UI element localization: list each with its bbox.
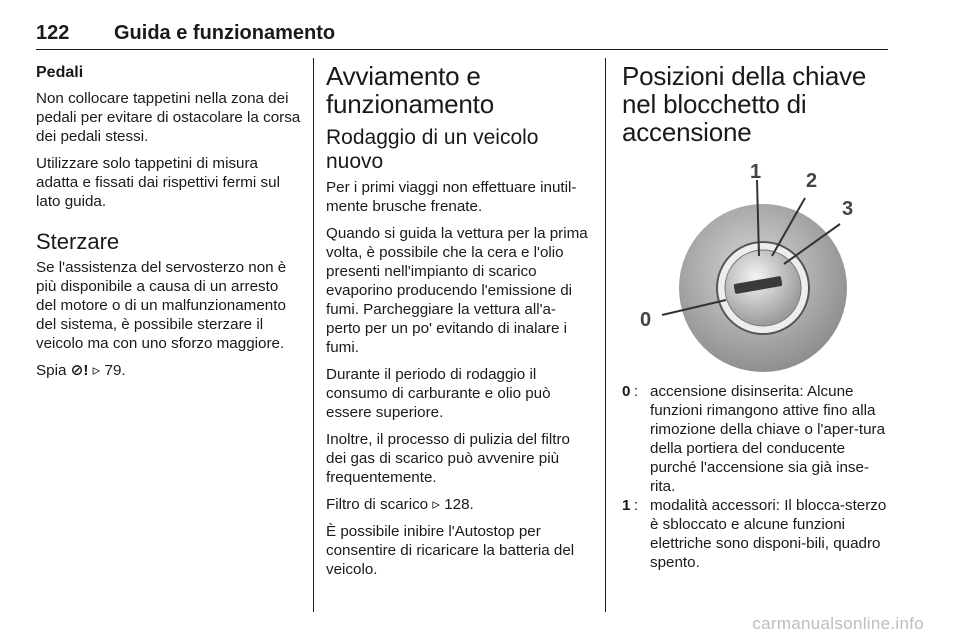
key-position-legend: [622, 382, 888, 572]
column-divider-2: [605, 58, 606, 612]
position-label-0: 0: [640, 309, 652, 331]
rodaggio-paragraph-2: Quando si guida la vettura per la prima volta, è possibile che la cera e l'olio presenti nell'impianto di scarico evaporino producendo l'emissione di fumi. Parcheggiare la vettura all'a-perto per un po' evitando di inalare i fumi.: [326, 225, 588, 356]
spia-text: Spia: [36, 362, 67, 379]
sterzare-paragraph: Se l'assistenza del servosterzo non è più disponibile a causa di un arresto del motore o di un malfunzionamento del sistema, è possibile sterzare il veicolo ma con uno sforzo maggiore.: [36, 259, 287, 352]
legend-number: 0: [622, 383, 631, 400]
legend-text: modalità accessori: Il blocca-sterzo è sbloccato e alcune funzioni elettriche sono disponi-bili, quadro spento.: [650, 497, 887, 571]
legend-number: 1: [622, 497, 631, 514]
filtro-reference: [326, 495, 590, 514]
page-ref-arrow-icon: ▹: [92, 362, 101, 379]
pedali-heading: Pedali: [36, 64, 84, 81]
header-divider: [36, 49, 888, 50]
legend-item: 1 : modalità accessori: Il blocca-sterzo è sbloccato e alcune funzioni elettriche sono disponi-bili, quadro spento.: [622, 497, 887, 571]
filtro-page-ref[interactable]: 128.: [444, 496, 474, 513]
page-number: 122: [36, 22, 70, 44]
page-ref-arrow-icon: ▹: [432, 496, 440, 513]
chapter-title: Guida e funzionamento: [114, 22, 336, 44]
legend-text: accensione disinserita: Alcune funzioni rimangono attive fino alla rimozione della chiave o l'aper-tura della portiera del conducente purché l'accensione sia già inse-rita.: [650, 383, 886, 495]
main-section-heading: Avviamento e funzionamento: [326, 61, 494, 119]
legend-item: 0 : accensione disinserita: Alcune funzioni rimangono attive fino alla rimozione della chiave o l'aper-tura della portiera del conducente purché l'accensione sia già inse-rita.: [622, 382, 888, 496]
spia-reference: [36, 361, 302, 380]
ignition-lock-figure: [622, 160, 888, 374]
column-2: [326, 60, 590, 587]
ignition-lock-illustration: [622, 160, 888, 374]
column-divider-1: [313, 58, 314, 612]
position-label-2: 2: [806, 170, 818, 192]
rodaggio-paragraph-6: È possibile inibire l'Autostop per consentire di ricaricare la batteria del veicolo.: [326, 523, 575, 578]
key-positions-heading: Posizioni della chiave nel blocchetto di accensione: [622, 61, 867, 147]
position-label-3: 3: [842, 198, 854, 220]
power-steering-warning-icon: ⊘!: [70, 362, 89, 379]
watermark: carmanualsonline.info: [752, 614, 924, 633]
column-1: [36, 60, 302, 388]
spia-page-ref[interactable]: 79.: [104, 362, 126, 379]
rodaggio-paragraph-3: Durante il periodo di rodaggio il consumo di carburante e olio può essere superiore.: [326, 366, 551, 421]
pedali-paragraph-1: Non collocare tappetini nella zona dei pedali per evitare di ostacolare la corsa dei pedali stessi.: [36, 90, 301, 145]
column-3: [622, 60, 888, 572]
page-header: [36, 22, 888, 50]
rodaggio-paragraph-1: Per i primi viaggi non effettuare inutil-mente brusche frenate.: [326, 179, 577, 215]
rodaggio-paragraph-4: Inoltre, il processo di pulizia del filtro dei gas di scarico può avvenire più frequentemente.: [326, 431, 570, 486]
pedali-paragraph-2: Utilizzare solo tappetini di misura adatta e fissati dai rispettivi fermi sul lato guida.: [36, 155, 280, 210]
rodaggio-heading: Rodaggio di un veicolo nuovo: [326, 126, 539, 173]
filtro-text: Filtro di scarico: [326, 496, 429, 513]
position-label-1: 1: [750, 161, 762, 183]
sterzare-heading: Sterzare: [36, 229, 120, 254]
